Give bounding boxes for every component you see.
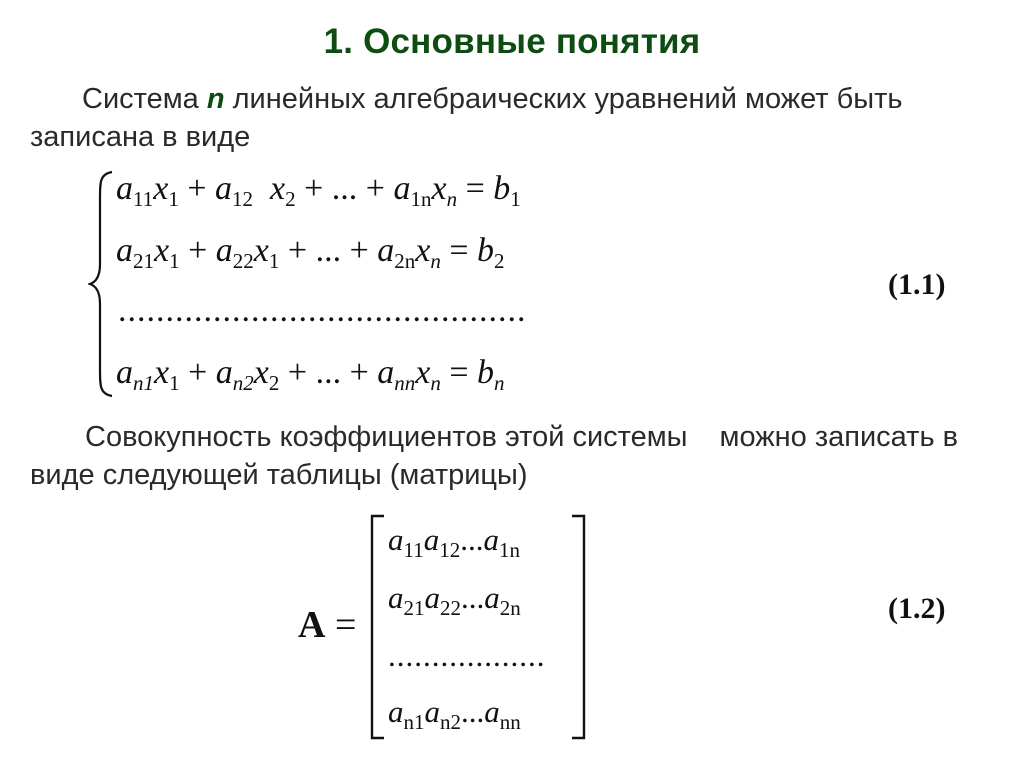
entry-symbol: a [484, 694, 500, 729]
entry-index: 2n [499, 596, 521, 620]
entry-symbol: a [424, 694, 440, 729]
equation-row-2 [116, 232, 505, 273]
matrix-right-bracket [568, 514, 588, 740]
ellipsis: ... [331, 170, 358, 207]
coef-index: n1 [133, 371, 154, 395]
var-symbol: x [270, 170, 286, 207]
var-symbol: x [415, 354, 431, 391]
entry-symbol: a [484, 580, 500, 615]
coef-symbol: a [215, 232, 233, 269]
entry-index: 1n [498, 538, 520, 562]
entry-index: n1 [403, 710, 425, 734]
plus-sign: + [287, 354, 308, 391]
equation-number-1-1: (1.1) [888, 268, 946, 301]
entry-index: 22 [440, 596, 461, 620]
entry-symbol: a [483, 522, 499, 557]
coefficients-paragraph [30, 418, 990, 494]
var-index: n [430, 371, 441, 395]
intro-paragraph [30, 80, 990, 156]
plus-sign: + [304, 170, 324, 207]
matrix-label [298, 603, 356, 647]
coef-text-part2: можно записать в виде следующей таблицы (матрицы) [30, 421, 959, 491]
entry-index: nn [499, 710, 521, 734]
slide-title: 1. Основные понятия [323, 22, 701, 61]
var-index: 2 [268, 371, 280, 395]
coef-index: nn [394, 371, 416, 395]
coef-text-part1: Совокупность коэффициентов этой системы [85, 421, 688, 453]
ellipsis: ... [461, 694, 485, 729]
coef-index: 22 [232, 249, 254, 273]
var-symbol: x [253, 232, 269, 269]
plus-sign: + [349, 354, 369, 391]
equals-sign: = [465, 170, 485, 207]
ellipsis: ... [461, 580, 485, 615]
coef-symbol: a [377, 232, 395, 269]
rhs-symbol: b [477, 354, 495, 391]
coef-symbol: a [393, 170, 411, 207]
intro-text-after: линейных алгебраических уравнений может быть записана в виде [30, 83, 903, 153]
plus-sign: + [365, 170, 385, 207]
var-index: 2 [285, 187, 296, 211]
coef-symbol: a [116, 354, 133, 391]
equals-sign: = [449, 354, 469, 391]
var-index: 1 [268, 249, 280, 273]
coef-index: 12 [232, 187, 254, 211]
var-symbol: x [415, 232, 431, 269]
var-index: 1 [168, 187, 179, 211]
equation-row-n [116, 354, 505, 395]
coef-index: 21 [133, 249, 154, 273]
ellipsis: ... [315, 354, 342, 391]
var-symbol: x [153, 170, 169, 207]
rhs-index: n [494, 371, 505, 395]
plus-sign: + [349, 232, 369, 269]
rhs-symbol: b [477, 232, 495, 269]
matrix-left-bracket [368, 514, 388, 740]
equals-sign: = [334, 604, 357, 646]
entry-index: 11 [403, 538, 424, 562]
equals-sign: = [449, 232, 469, 269]
var-index: n [430, 249, 441, 273]
entry-symbol: a [388, 580, 404, 615]
equation-row-1 [116, 170, 521, 211]
var-symbol: x [154, 354, 170, 391]
matrix-row-2 [388, 580, 521, 620]
rhs-index: 2 [494, 249, 505, 273]
entry-index: 12 [439, 538, 461, 562]
coef-symbol: a [116, 232, 133, 269]
matrix-dots-row: .................. [388, 638, 546, 673]
entry-symbol: a [424, 580, 440, 615]
var-symbol: x [154, 232, 170, 269]
coef-symbol: a [215, 170, 233, 207]
rhs-symbol: b [493, 170, 511, 207]
entry-symbol: a [388, 522, 404, 557]
coef-index: 2n [394, 249, 416, 273]
plus-sign: + [188, 232, 208, 269]
equation-number-1-2: (1.2) [888, 592, 946, 625]
intro-variable-n: n [206, 83, 225, 115]
matrix-row-1 [388, 522, 520, 562]
plus-sign: + [287, 232, 308, 269]
matrix-name: A [298, 604, 326, 646]
coef-index: 11 [133, 187, 154, 211]
plus-sign: + [188, 354, 208, 391]
var-index: 1 [169, 249, 180, 273]
var-symbol: x [253, 354, 269, 391]
system-dots-row: ........................................... [118, 292, 527, 329]
rhs-index: 1 [510, 187, 521, 211]
coef-index: 1n [410, 187, 432, 211]
plus-sign: + [187, 170, 207, 207]
intro-text-before: Система [82, 83, 207, 115]
var-symbol: x [431, 170, 447, 207]
entry-symbol: a [423, 522, 440, 557]
ellipsis: ... [460, 522, 484, 557]
entry-index: n2 [440, 710, 461, 734]
system-brace [88, 168, 118, 400]
coef-symbol: a [116, 170, 133, 207]
entry-index: 21 [403, 596, 425, 620]
var-index: 1 [169, 371, 180, 395]
ellipsis: ... [315, 232, 342, 269]
coef-index: n2 [232, 371, 254, 395]
coef-symbol: a [377, 354, 395, 391]
matrix-row-n [388, 694, 521, 734]
var-index: n [446, 187, 458, 211]
coef-symbol: a [215, 354, 233, 391]
entry-symbol: a [388, 694, 404, 729]
